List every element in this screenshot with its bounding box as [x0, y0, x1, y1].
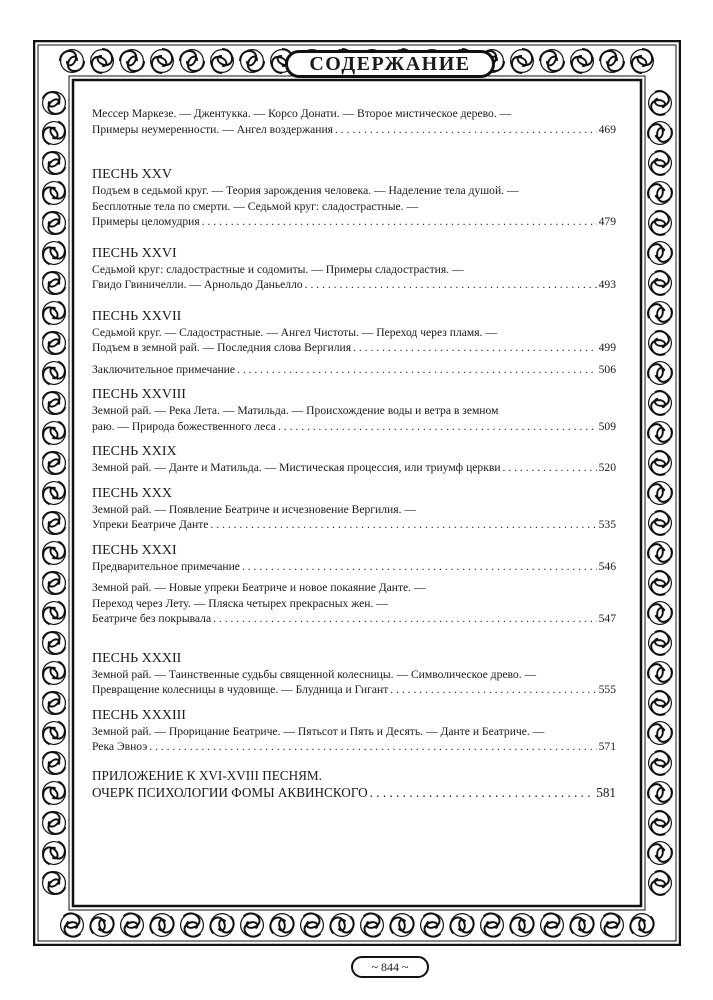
entry-page-number: 581 [596, 784, 616, 800]
entry-text: ПРИЛОЖЕНИЕ К XVI-XVIII ПЕСНЯМ. [92, 767, 322, 783]
dot-leader [213, 611, 597, 627]
toc-entry-line [92, 106, 616, 122]
toc-section [92, 543, 616, 627]
entry-text: Гвидо Гвиничелли. — Арнольдо Даньелло [92, 278, 303, 291]
toc-entry-line [92, 596, 616, 612]
toc-entry-line [92, 682, 616, 698]
entry-text: Превращение колесницы в чудовище. — Блудница и Гигант [92, 683, 389, 696]
toc-entry-line [92, 724, 616, 740]
toc-entry-line [92, 262, 616, 278]
canto-heading: ПЕСНЬ XXVII [92, 308, 182, 324]
toc-entry-line [92, 325, 616, 341]
entry-page-number: 509 [598, 419, 616, 433]
entry-text: Бесплотные тела по смерти. — Седьмой круг: сладострастные. — [92, 199, 419, 213]
dot-leader [305, 277, 597, 293]
entry-page-number: 571 [598, 740, 616, 753]
canto-heading: ПЕСНЬ XXVIII [92, 387, 186, 402]
page-number: ~ 844 ~ [371, 959, 409, 974]
toc-entry-line [92, 214, 616, 230]
toc-entry-line [92, 340, 616, 356]
toc-section [92, 708, 616, 755]
canto-heading: ПЕСНЬ XXIX [92, 444, 177, 459]
entry-text: ОЧЕРК ПСИХОЛОГИИ ФОМЫ АКВИНСКОГО [92, 784, 368, 800]
toc-section [92, 387, 616, 434]
entry-text: Седьмой круг. — Сладострастные. — Ангел Чистоты. — Переход через пламя. — [92, 325, 497, 339]
entry-text: Седьмой круг: сладострастные и содомиты. — Примеры сладострастия. — [92, 262, 464, 276]
entry-page-number: 555 [598, 683, 616, 696]
entry-text: Примеры неумеренности. — Ангел воздержания [92, 122, 333, 136]
entry-text: Земной рай. — Появление Беатриче и исчезновение Вергилия. — [92, 502, 416, 516]
entry-text: Мессер Маркезе. — Джентукка. — Корсо Донати. — Второе мистическое дерево. — [92, 107, 512, 120]
entry-text: Подъем в седьмой круг. — Теория зарождения человека. — Наделение тела душой. — [92, 184, 519, 197]
canto-heading: ПЕСНЬ XXXII [92, 650, 182, 666]
canto-heading: ПЕСНЬ XXXIII [92, 707, 186, 723]
entry-text: раю. — Природа божественного леса [92, 419, 276, 433]
entry-page-number: 506 [598, 362, 616, 376]
entry-text: Упреки Беатриче Данте [92, 518, 209, 531]
toc-entry-line [92, 559, 616, 575]
toc-entry-line [92, 784, 616, 801]
toc-entry-line [92, 122, 616, 138]
entry-text: Река Эвноэ [92, 740, 148, 753]
toc-section [92, 651, 616, 698]
dot-leader [242, 559, 597, 575]
entry-page-number: 535 [598, 518, 616, 531]
dot-leader [278, 419, 597, 435]
page-title: СОДЕРЖАНИЕ [309, 52, 471, 75]
canto-heading: ПЕСНЬ XXVI [92, 245, 177, 261]
entry-text: Земной рай. — Данте и Матильда. — Мистическая процессия, или триумф церкви [92, 461, 501, 474]
toc-section [92, 167, 616, 230]
toc-entry-line [92, 767, 616, 784]
entry-page-number: 493 [598, 278, 616, 291]
entry-page-number: 499 [598, 341, 616, 354]
entry-text: Подъем в земной рай. — Последния слова Вергилия [92, 341, 352, 354]
dot-leader [237, 362, 597, 378]
toc-entry-line [92, 183, 616, 199]
entry-text: Заключительное примечание [92, 362, 236, 376]
toc-section [92, 444, 616, 476]
toc-entry-line [92, 517, 616, 533]
entry-page-number: 520 [598, 461, 616, 474]
dot-leader [149, 739, 596, 755]
entry-page-number: 469 [598, 122, 616, 136]
toc-section [92, 767, 616, 801]
entry-text: Земной рай. — Река Лета. — Матильда. — Происхождение воды и ветра в земном [92, 404, 499, 417]
toc-entry-line [92, 419, 616, 435]
toc-entry-line [92, 611, 616, 627]
toc-entry-line [92, 199, 616, 215]
page-number-plaque [351, 956, 429, 978]
toc-entry-line [92, 362, 616, 378]
canto-heading: ПЕСНЬ XXX [92, 485, 172, 501]
canto-heading: ПЕСНЬ XXXI [92, 542, 177, 558]
entry-text: Беатриче без покрывала [92, 612, 212, 625]
entry-text: Примеры целомудрия [92, 215, 200, 228]
dot-leader [210, 517, 596, 533]
dot-leader [353, 340, 597, 356]
toc-entry-line [92, 667, 616, 683]
toc-section [92, 486, 616, 533]
toc-section [92, 246, 616, 293]
toc-entry-line [92, 460, 616, 476]
canto-heading: ПЕСНЬ XXV [92, 167, 172, 182]
entry-text: Земной рай. — Прорицание Беатриче. — Пятьсот и Пять и Десять. — Данте и Беатриче. — [92, 724, 545, 738]
title-plaque [285, 50, 495, 78]
entry-text: Переход через Лету. — Пляска четырех прекрасных жен. — [92, 596, 388, 610]
entry-text: Земной рай. — Новые упреки Беатриче и новое покаяние Данте. — [92, 581, 426, 594]
toc-entry-line [92, 739, 616, 755]
entry-page-number: 546 [598, 559, 616, 573]
toc-entry-line [92, 502, 616, 518]
entry-text: Земной рай. — Таинственные судьбы священной колесницы. — Символическое древо. — [92, 667, 537, 681]
dot-leader [202, 214, 597, 230]
dot-leader [335, 122, 597, 138]
dot-leader [390, 682, 596, 698]
toc-entry-line [92, 580, 616, 596]
entry-text: Предварительное примечание [92, 559, 240, 573]
table-of-contents [92, 96, 616, 801]
toc-section [92, 106, 616, 137]
toc-entry-line [92, 277, 616, 293]
dot-leader [503, 460, 597, 476]
entry-page-number: 547 [598, 612, 616, 625]
entry-page-number: 479 [598, 215, 616, 228]
dot-leader [370, 784, 595, 801]
toc-entry-line [92, 403, 616, 419]
toc-section [92, 309, 616, 378]
